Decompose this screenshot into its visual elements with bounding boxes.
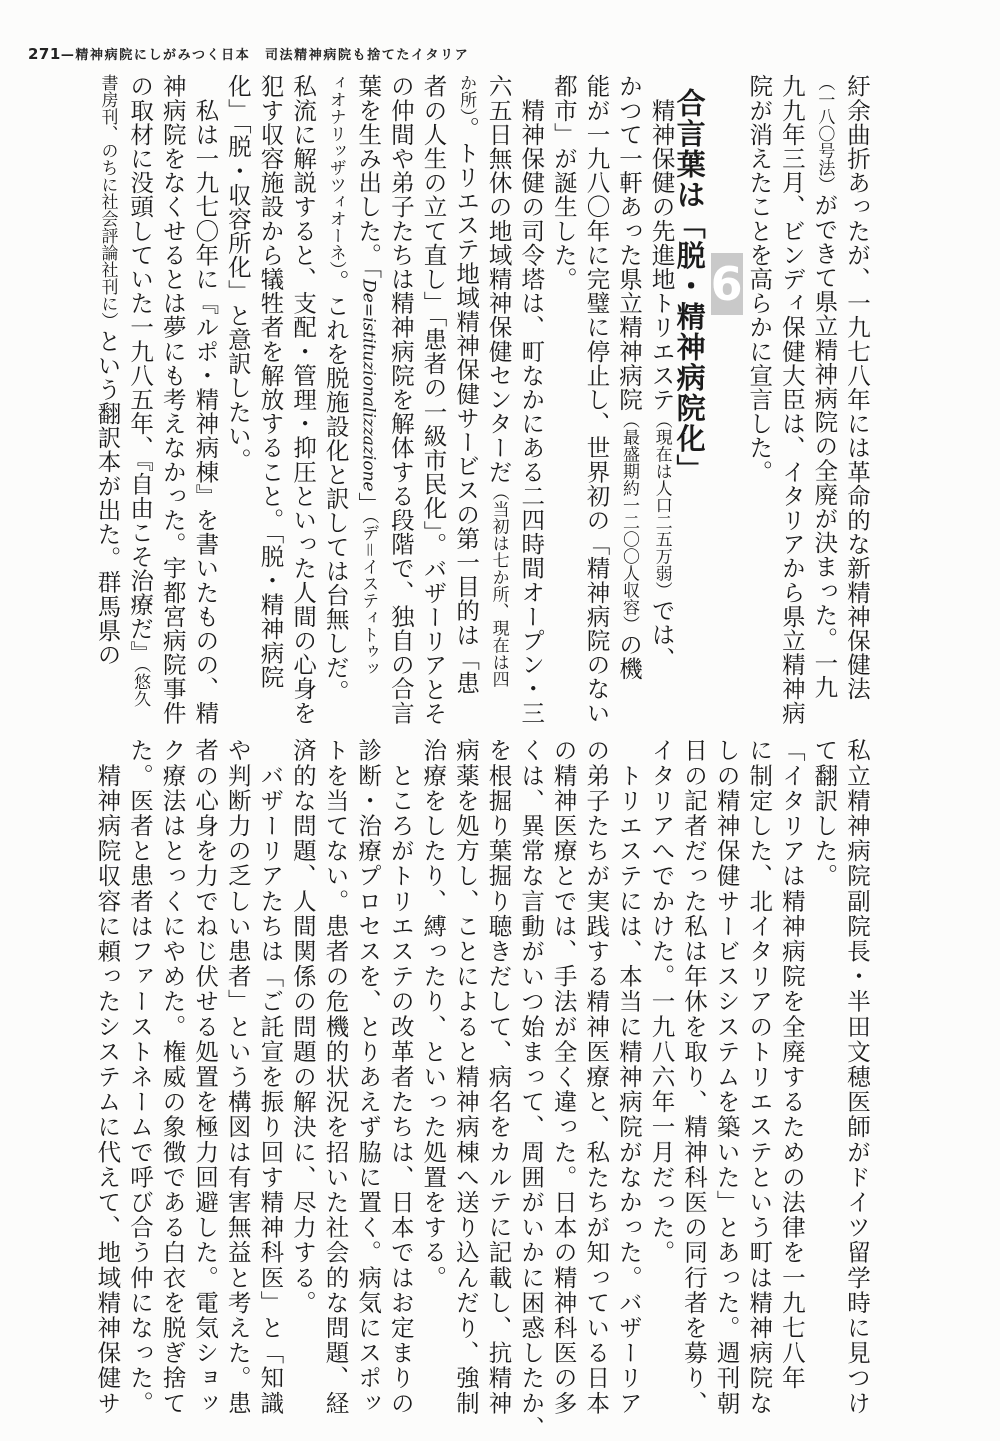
text-column xyxy=(580,738,613,1416)
text-column xyxy=(286,738,319,1315)
text-run: 紆余曲折あったが、一九七八年には革命的な新精神保健法 xyxy=(843,74,871,701)
text-column xyxy=(645,738,678,1265)
parenthetical-note: 書房刊、のちに社会評論社刊に） xyxy=(97,74,118,329)
parenthetical-note: か所） xyxy=(456,74,477,117)
text-run: の機 xyxy=(615,632,644,681)
text-run: 院が消えたことを高らかに宣言した。 xyxy=(745,74,774,484)
text-column xyxy=(123,738,156,1416)
text-column xyxy=(156,74,189,725)
text-run: や判断力の乏しい患者」という構図は有害無益と考えた。患 xyxy=(223,738,252,1416)
text-column xyxy=(612,738,645,1416)
text-column xyxy=(91,738,124,1416)
text-column xyxy=(775,738,808,1391)
text-run: た。医者と患者はファーストネームで呼び合う仲になった。 xyxy=(125,738,154,1416)
text-run: 六五日無休の地域精神保健センターだ xyxy=(484,74,513,484)
text-run: 治療をしたり、縛ったり、といった処置をする。 xyxy=(419,738,448,1291)
text-column xyxy=(221,738,254,1416)
text-column xyxy=(710,738,743,1416)
text-run: 。トリエステ地域精神保健サービスの第一目的は「患 xyxy=(452,116,481,695)
text-column xyxy=(384,738,417,1416)
text-column xyxy=(417,738,450,1290)
text-column xyxy=(449,738,482,1416)
text-run: て翻訳した。 xyxy=(810,738,839,889)
text-column xyxy=(352,74,385,677)
parenthetical-note: （デ＝イスティトゥッ xyxy=(358,515,379,678)
text-run: 精神病院収容に頼ったシステムに代えて、地域精神保健サ xyxy=(93,738,122,1416)
running-head-separator: — xyxy=(60,48,76,63)
text-run: ク療法はとっくにやめた。権威の象徴である白衣を脱ぎ捨て xyxy=(158,738,187,1416)
text-run: の仲間や弟子たちは精神病院を解体する段階で、独自の合言 xyxy=(386,74,415,725)
text-column xyxy=(808,74,841,699)
text-run: しの精神保健サービスシステムを築いた」とあった。週刊朝 xyxy=(712,738,741,1416)
text-column xyxy=(514,738,547,1441)
text-run: の精神医療とでは、手法が全く違った。日本の精神科医の多 xyxy=(549,738,578,1416)
text-run: ところがトリエステの改革者たちは、日本ではお定まりの xyxy=(386,738,415,1416)
text-run: 病薬を処方し、ことによると精神病棟へ送り込んだり、強制 xyxy=(451,738,480,1416)
text-run: くは、異常な言動がいつ始まって、周囲がいかに困惑したか、 xyxy=(517,738,546,1441)
text-column xyxy=(840,738,873,1416)
section-heading xyxy=(672,74,743,485)
text-run: に制定した、北イタリアのトリエステという町は精神病院な xyxy=(745,738,774,1416)
parenthetical-note: （当初は七か所、現在は四 xyxy=(488,483,509,688)
text-run: 者の人生の立て直し」「患者の一級市民化」。バザーリアとそ xyxy=(419,74,448,726)
text-column xyxy=(287,74,320,725)
text-run: 犯す収容施設から犠牲者を解放すること。「脱・精神病院 xyxy=(256,74,285,689)
text-column xyxy=(743,738,776,1416)
text-column xyxy=(417,74,450,725)
text-column xyxy=(449,74,482,695)
parenthetical-note: （悠久 xyxy=(130,664,151,708)
lower-text-block xyxy=(91,738,873,1441)
parenthetical-note: （現在は人口二五万弱） xyxy=(651,411,672,599)
text-column xyxy=(515,74,548,725)
text-run: 。これを脱施設化と訳しては台無しだ。 xyxy=(321,269,350,704)
text-run: 済的な問題、人間関係の問題の解決に、尽力する。 xyxy=(288,738,317,1316)
text-run: 精神保健の司令塔は、町なかにある二四時間オープン・三 xyxy=(517,74,546,725)
text-column xyxy=(91,74,124,666)
text-run: という翻訳本が出た。群馬県の xyxy=(93,329,122,667)
text-column xyxy=(677,738,710,1416)
text-column xyxy=(547,74,580,291)
text-run: の取材に没頭していた一九八五年、『自由こそ治療だ』 xyxy=(126,74,155,665)
text-run: トリエステには、本当に精神病院がなかった。バザーリア xyxy=(614,738,643,1416)
text-run: 「イタリアは精神病院を全廃するための法律を一九七八年 xyxy=(777,738,806,1391)
text-column xyxy=(547,738,580,1416)
text-column xyxy=(612,74,645,681)
text-run: の弟子たちが実践する精神医療と、私たちが知っている日本 xyxy=(582,738,611,1416)
parenthetical-note: ィオナリッザツィオーネ） xyxy=(325,74,346,270)
text-run: トを当てない。患者の危機的状況を招いた社会的な問題、経 xyxy=(321,738,350,1416)
text-run: バザーリアたちは「ご託宣を振り回す精神科医」と「知識 xyxy=(256,738,285,1416)
text-column xyxy=(743,74,776,484)
parenthetical-note: （一八〇号法） xyxy=(814,74,835,193)
text-run: 能が一九八〇年に完璧に停止し、世界初の「精神病院のない xyxy=(582,74,611,725)
text-run: 日の記者だった私は年休を取り、精神科医の同行者を募り、 xyxy=(680,738,709,1416)
text-run: イタリアへでかけた。一九八六年一月だった。 xyxy=(647,738,676,1266)
text-column xyxy=(580,74,613,725)
text-run: 私は一九七〇年に『ルポ・精神病棟』を書いたものの、精 xyxy=(191,74,220,725)
text-column xyxy=(189,738,222,1416)
text-column xyxy=(384,74,417,725)
text-run: 診断・治療プロセスを、とりあえず脇に置く。病気にスポッ xyxy=(354,738,383,1416)
text-run: 神病院をなくせるとは夢にも考えなかった。宇都宮病院事件 xyxy=(158,74,187,725)
text-column xyxy=(775,74,808,725)
text-run: を根掘り葉掘り聴きだして、病名をカルテに記載し、抗精神 xyxy=(484,738,513,1416)
text-column xyxy=(319,74,352,703)
text-column xyxy=(482,738,515,1416)
text-column xyxy=(156,738,189,1416)
text-column xyxy=(319,738,352,1416)
text-column xyxy=(840,74,873,701)
text-run: 九九年三月、ビンディ保健大臣は、イタリアから県立精神病 xyxy=(777,74,806,725)
text-run: では、 xyxy=(647,598,676,671)
text-run: 」 xyxy=(354,491,383,516)
section-title: 合言葉は「脱・精神病院化」 xyxy=(672,88,707,485)
text-run: かつて一軒あった県立精神病院 xyxy=(615,74,644,412)
upper-text-block xyxy=(91,74,873,726)
text-column xyxy=(254,738,287,1416)
parenthetical-note: （最盛期約一二〇〇人収容） xyxy=(619,411,640,633)
text-run: 私流に解説すると、支配・管理・抑圧といった人間の心身を xyxy=(289,74,318,725)
text-run: 都市」が誕生した。 xyxy=(549,74,578,291)
text-column xyxy=(482,74,515,688)
text-run: 葉を生み出した。「 xyxy=(354,74,383,280)
text-column xyxy=(124,74,157,707)
running-head-title: 精神病院にしがみつく日本 司法精神病院も捨てたイタリア xyxy=(75,48,470,63)
text-run: 化」「脱・収容所化」と意訳したい。 xyxy=(223,74,252,472)
text-column xyxy=(221,74,254,472)
section-number-badge: 6 xyxy=(711,253,743,315)
page-number: 271 xyxy=(28,45,61,63)
text-column xyxy=(254,74,287,689)
text-run: 私立精神病院副院長・半田文穂医師がドイツ留学時に見つけ xyxy=(843,738,871,1416)
text-column xyxy=(189,74,222,725)
text-column xyxy=(808,738,841,889)
italic-term: De=istituzionalizzazione xyxy=(358,279,379,492)
text-run: 精神保健の先進地トリエステ xyxy=(647,74,676,412)
text-run: ができて県立精神病院の全廃が決まった。一九 xyxy=(810,193,839,700)
running-head xyxy=(28,44,469,63)
text-column xyxy=(352,738,385,1416)
text-run: 者の心身を力でねじ伏せる処置を極力回避した。電気ショッ xyxy=(191,738,220,1416)
